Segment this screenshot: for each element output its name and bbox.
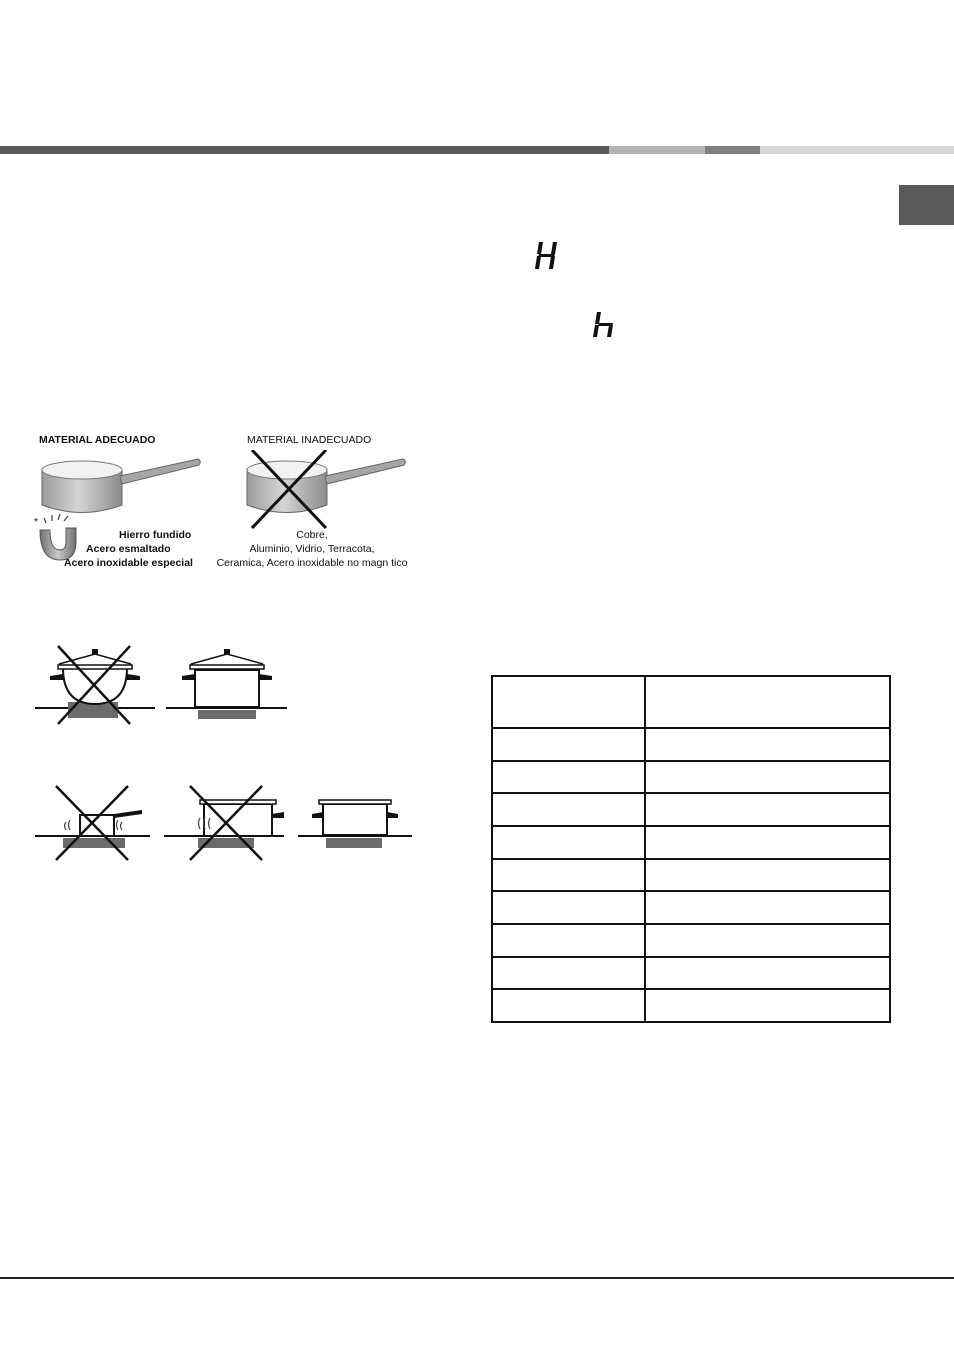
table-cell (492, 891, 645, 924)
table-row (492, 957, 890, 990)
table-cell (645, 728, 890, 761)
unsuitable-pot-icon (247, 450, 405, 528)
unsuitable-material-2: Aluminio, Vidrio, Terracota, (249, 543, 375, 555)
table-cell (492, 793, 645, 826)
pan-uneven-base-icon (35, 646, 155, 724)
unsuitable-material-3: Ceramica, Acero inoxidable no magn tico (216, 557, 408, 569)
header-band-pale (760, 146, 954, 154)
suitable-marker: * (34, 516, 39, 528)
pan-flat-base-icon (166, 649, 287, 719)
suitable-material-title: MATERIAL ADECUADO (39, 434, 156, 446)
footer-rule (0, 1277, 954, 1279)
table-row (492, 924, 890, 957)
pan-off-center-icon (164, 786, 284, 860)
suitable-material-3: Acero inoxidable especial (64, 557, 193, 569)
table-cell (492, 859, 645, 892)
header-band-dark (0, 146, 609, 154)
header-band-mid (705, 146, 760, 154)
unsuitable-material-1: Cobre, (296, 529, 328, 541)
table-row (492, 793, 890, 826)
pan-base-diagrams (30, 640, 300, 730)
table-cell (645, 891, 890, 924)
table-cell (492, 728, 645, 761)
pan-size-diagrams (30, 782, 420, 862)
table-row (492, 891, 890, 924)
table-header-row (492, 676, 890, 728)
suitable-material-1: Hierro fundido (119, 529, 192, 541)
table-cell (645, 793, 890, 826)
display-symbol-h-icon (591, 311, 619, 339)
pan-too-small-icon (35, 786, 150, 860)
power-level-table (491, 675, 891, 1023)
table-cell (645, 924, 890, 957)
table-cell (645, 957, 890, 990)
table-cell (492, 989, 645, 1022)
table-cell (492, 826, 645, 859)
table-row (492, 989, 890, 1022)
table-header-cell (492, 676, 645, 728)
header-band-light (609, 146, 705, 154)
pan-correct-size-icon (298, 800, 412, 848)
table-cell (645, 989, 890, 1022)
table-cell (492, 957, 645, 990)
suitable-material-2: Acero esmaltado (86, 543, 171, 555)
language-tab (899, 185, 954, 225)
table-row (492, 728, 890, 761)
suitable-pot-icon (42, 459, 200, 513)
table-cell (645, 761, 890, 794)
table-cell (645, 859, 890, 892)
table-row (492, 826, 890, 859)
table-cell (492, 761, 645, 794)
table-cell (645, 826, 890, 859)
table-header-cell (645, 676, 890, 728)
display-symbol-H-icon (533, 241, 561, 271)
table-row (492, 859, 890, 892)
unsuitable-material-title: MATERIAL INADECUADO (247, 434, 372, 446)
table-cell (492, 924, 645, 957)
magnet-icon (40, 514, 76, 560)
table-row (492, 761, 890, 794)
